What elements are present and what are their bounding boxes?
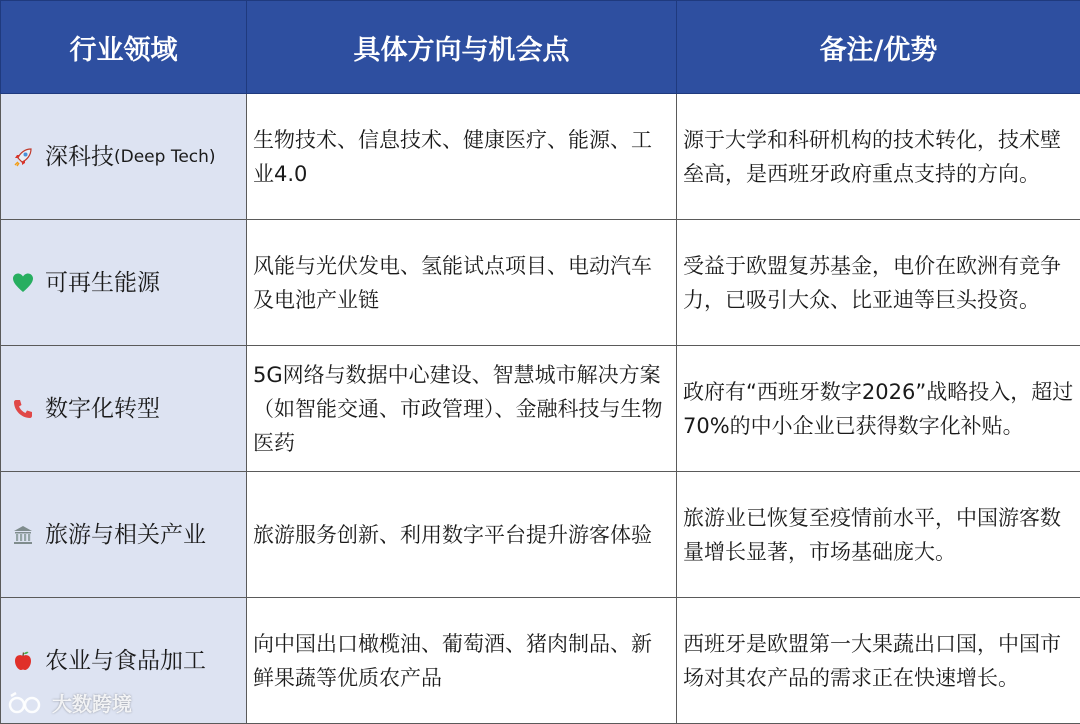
category-label: 数字化转型 (45, 392, 160, 426)
category-cell (1, 94, 247, 220)
direction-cell: 5G网络与数据中心建设、智慧城市解决方案（如智能交通、市政管理）、金融科技与生物医药 (247, 346, 677, 472)
telephone-icon (9, 395, 37, 423)
watermark-text: 大数跨境 (52, 688, 132, 717)
category-cell (1, 472, 247, 598)
category-label: 农业与食品加工 (45, 644, 206, 678)
table-row (1, 472, 1080, 598)
direction-cell: 生物技术、信息技术、健康医疗、能源、工业4.0 (247, 94, 677, 220)
direction-cell: 风能与光伏发电、氢能试点项目、电动汽车及电池产业链 (247, 220, 677, 346)
watermark-logo-icon (8, 690, 48, 716)
category-label: 深科技 (45, 140, 114, 174)
table-row (1, 346, 1080, 472)
header-note: 备注/优势 (677, 1, 1080, 94)
table-row (1, 94, 1080, 220)
category-cell (1, 346, 247, 472)
table-header-row (1, 1, 1080, 94)
category-sublabel: (Deep Tech) (114, 140, 216, 174)
note-cell: 旅游业已恢复至疫情前水平，中国游客数量增长显著，市场基础庞大。 (677, 472, 1080, 598)
note-cell: 政府有“西班牙数字2026”战略投入，超过70%的中小企业已获得数字化补贴。 (677, 346, 1080, 472)
header-direction: 具体方向与机会点 (247, 1, 677, 94)
note-cell: 源于大学和科研机构的技术转化，技术壁垒高，是西班牙政府重点支持的方向。 (677, 94, 1080, 220)
red-apple-icon (9, 647, 37, 675)
classical-building-icon (9, 521, 37, 549)
note-cell: 西班牙是欧盟第一大果蔬出口国，中国市场对其农产品的需求正在快速增长。 (677, 598, 1080, 724)
category-label: 旅游与相关产业 (45, 518, 206, 552)
header-industry: 行业领域 (1, 1, 247, 94)
direction-cell: 旅游服务创新、利用数字平台提升游客体验 (247, 472, 677, 598)
table-row (1, 598, 1080, 724)
watermark (8, 688, 132, 717)
note-cell: 受益于欧盟复苏基金，电价在欧洲有竞争力，已吸引大众、比亚迪等巨头投资。 (677, 220, 1080, 346)
category-cell (1, 220, 247, 346)
green-heart-icon (9, 269, 37, 297)
direction-cell: 向中国出口橄榄油、葡萄酒、猪肉制品、新鲜果蔬等优质农产品 (247, 598, 677, 724)
category-label: 可再生能源 (45, 266, 160, 300)
table-row (1, 220, 1080, 346)
rocket-icon (9, 143, 37, 171)
